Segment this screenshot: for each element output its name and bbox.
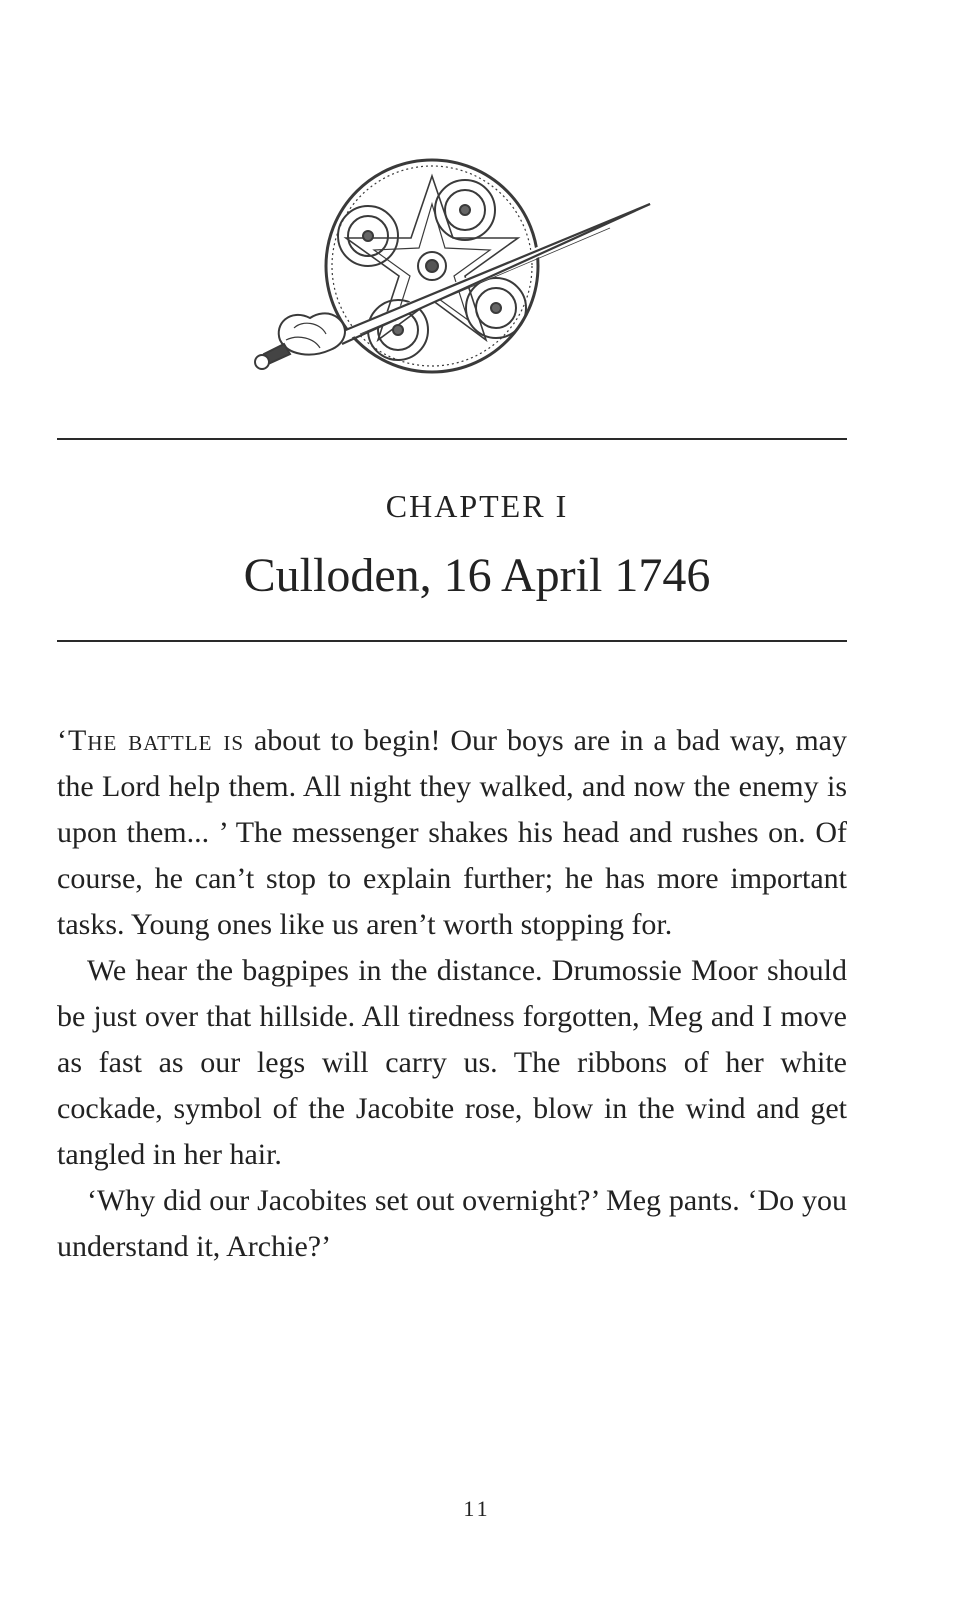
paragraph-1-text: about to begin! Our boys are in a bad way, may the Lord help them. All night they walked, and now the enemy is upon them... ’ The messenger shakes his head and rushes on. Of course, he can’t stop to explain further; he has more important tasks. Young ones like us aren’t worth stopping for. bbox=[57, 724, 848, 941]
chapter-title: Culloden, 16 April 1746 bbox=[243, 549, 711, 602]
paragraph-1 bbox=[57, 718, 847, 948]
paragraph-3: ‘Why did our Jacobites set out overnight?’ Meg pants. ‘Do you understand it, Archie?’ bbox=[57, 1184, 847, 1263]
page-number: 11 bbox=[463, 1496, 491, 1521]
shield-and-sword-illustration bbox=[250, 158, 670, 388]
chapter-body bbox=[57, 718, 847, 1270]
top-rule bbox=[57, 438, 847, 440]
paragraph-2: We hear the bagpipes in the distance. Drumossie Moor should be just over that hillside. All tiredness forgotten, Meg and I move as fast as our legs will carry us. The ribbons of her white cockade, symbol of the Jacobite rose, blow in the wind and get tangled in her hair. bbox=[57, 954, 847, 1171]
chapter-number: CHAPTER I bbox=[385, 488, 569, 524]
paragraph-1-lead: ‘The battle is bbox=[57, 724, 245, 757]
bottom-rule bbox=[57, 640, 847, 642]
